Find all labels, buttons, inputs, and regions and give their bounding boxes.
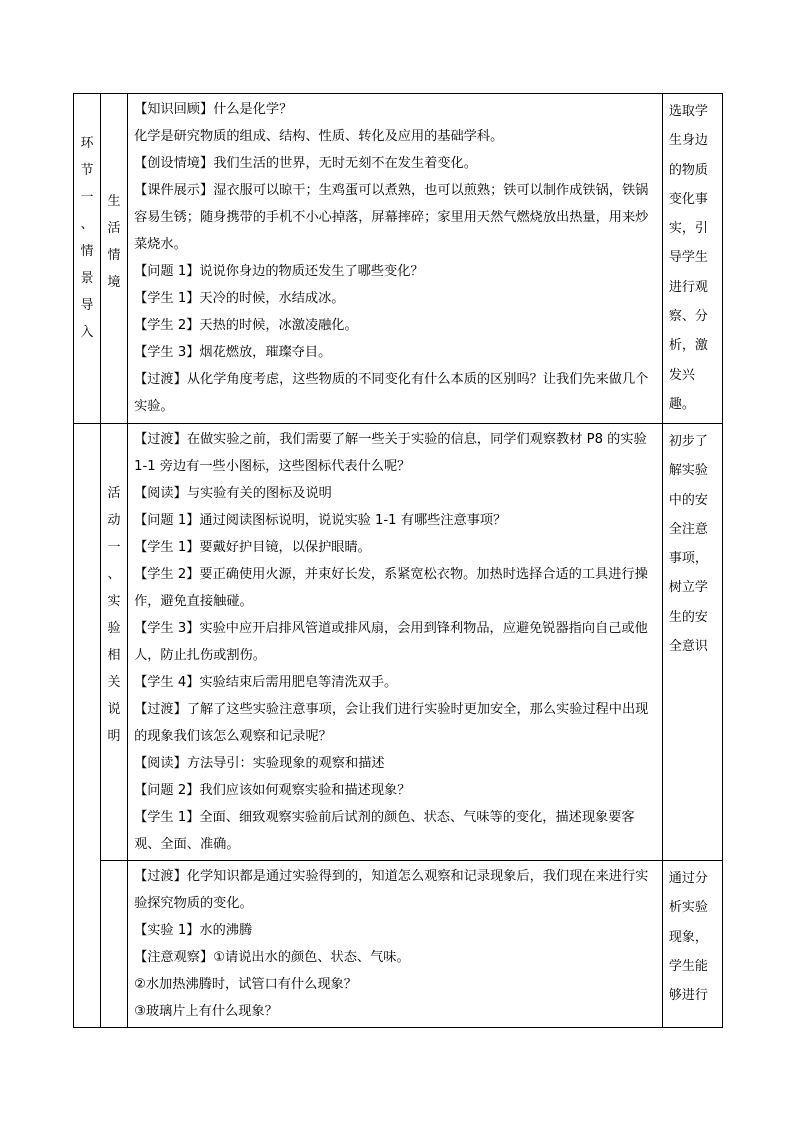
content-cell — [128, 94, 663, 424]
vertical-char: 境 — [107, 275, 121, 290]
line-text: 从化学角度考虑，这些物质的不同变化有什么本质的区别吗？让我们先来做几个实验。 — [134, 372, 649, 414]
section-1-row — [74, 94, 723, 424]
line-tag: 【问题 1】 — [134, 513, 200, 528]
line-tag: 【阅读】 — [134, 486, 187, 501]
content-line — [134, 339, 658, 366]
section-3-row — [74, 861, 723, 1028]
line-tag: 【学生 2】 — [134, 567, 200, 582]
content-lines — [128, 424, 662, 860]
content-line — [134, 480, 658, 507]
line-text: 说说你身边的物质还发生了哪些变化？ — [199, 264, 424, 279]
vertical-char: 景 — [80, 271, 94, 286]
vertical-char: 生 — [107, 194, 121, 209]
activity-label-cell-empty — [101, 861, 128, 1028]
line-text: ①请说出水的颜色、状态、气味。 — [213, 950, 410, 965]
content-line — [134, 750, 658, 777]
vertical-char: 导 — [80, 298, 94, 313]
stage-label — [74, 94, 100, 346]
vertical-char: 说 — [107, 702, 121, 717]
content-line — [134, 944, 658, 971]
vertical-char: 关 — [107, 675, 121, 690]
vertical-char: 一 — [80, 190, 94, 205]
content-line — [134, 258, 658, 285]
line-text: 什么是化学？ — [213, 102, 293, 117]
design-intent: 通过分析实验现象，学生能够进行 — [668, 871, 708, 1004]
vertical-char: 一 — [107, 540, 121, 555]
activity-label — [101, 94, 127, 296]
vertical-char: 情 — [107, 248, 121, 263]
line-tag: 【课件展示】 — [134, 183, 214, 198]
design-intent: 选取学生身边的物质变化事实，引导学生进行观察、分析，激发兴趣。 — [668, 104, 708, 412]
content-line — [134, 312, 658, 339]
line-tag: 【学生 2】 — [134, 318, 200, 333]
line-tag: 【问题 2】 — [134, 783, 200, 798]
vertical-char: 明 — [107, 729, 121, 744]
intent-cell — [662, 94, 722, 424]
line-text: 天热的时候，冰激凌融化。 — [199, 318, 358, 333]
line-text: 通过阅读图标说明，说说实验 1-1 有哪些注意事项？ — [199, 513, 507, 528]
content-line — [134, 366, 658, 420]
line-tag: 【学生 3】 — [134, 621, 200, 636]
stage-label-cell-empty — [74, 424, 101, 1028]
content-line — [134, 863, 658, 917]
intent-cell — [662, 861, 722, 1028]
lesson-plan-table — [73, 93, 723, 1028]
line-tag: 【实验 1】 — [134, 923, 200, 938]
line-text: 化学是研究物质的组成、结构、性质、转化及应用的基础学科。 — [134, 129, 504, 144]
line-tag: 【过渡】 — [134, 432, 187, 447]
line-text: 要正确使用火源，并束好长发，系紧宽松衣物。加热时选择合适的工具进行操作，避免直接触碰。 — [134, 567, 648, 609]
line-tag: 【学生 1】 — [134, 810, 200, 825]
content-line — [134, 804, 658, 858]
content-line — [134, 696, 658, 750]
line-tag: 【注意观察】 — [134, 950, 214, 965]
line-tag: 【阅读】 — [134, 756, 187, 771]
content-line — [134, 150, 658, 177]
content-line — [134, 507, 658, 534]
line-text: ③玻璃片上有什么现象？ — [134, 1004, 278, 1019]
line-tag: 【知识回顾】 — [134, 102, 214, 117]
vertical-char: 动 — [107, 513, 121, 528]
line-tag: 【创设情境】 — [134, 156, 214, 171]
line-tag: 【学生 1】 — [134, 540, 200, 555]
line-text: 了解了这些实验注意事项，会让我们进行实验时更加安全，那么实验过程中出现的现象我们该怎么观察和记录呢？ — [134, 702, 649, 744]
vertical-char: 、 — [107, 567, 121, 582]
content-lines — [128, 861, 662, 1027]
vertical-char: 实 — [107, 594, 121, 609]
vertical-char: 入 — [80, 325, 94, 340]
content-line — [134, 917, 658, 944]
line-tag: 【过渡】 — [134, 702, 187, 717]
line-tag: 【学生 1】 — [134, 291, 200, 306]
line-text: 全面、细致观察实验前后试剂的颜色、状态、气味等的变化，描述现象要客观、全面、准确。 — [134, 810, 635, 852]
vertical-char: 节 — [80, 163, 94, 178]
vertical-char: 相 — [107, 648, 121, 663]
content-line — [134, 96, 658, 123]
line-tag: 【学生 4】 — [134, 675, 200, 690]
activity-label-cell — [101, 94, 128, 424]
vertical-char: 活 — [107, 486, 121, 501]
content-cell — [128, 424, 663, 861]
activity-label-cell — [101, 424, 128, 861]
vertical-char: 活 — [107, 221, 121, 236]
line-tag: 【学生 3】 — [134, 345, 200, 360]
design-intent: 初步了解实验中的安全注意事项，树立学生的安全意识 — [668, 434, 708, 655]
line-text: 方法导引：实验现象的观察和描述 — [186, 756, 385, 771]
line-tag: 【问题 1】 — [134, 264, 200, 279]
line-text: 要戴好护目镜，以保护眼睛。 — [199, 540, 371, 555]
line-text: 天冷的时候，水结成冰。 — [199, 291, 345, 306]
stage-label-cell — [74, 94, 101, 424]
line-text: 湿衣服可以晾干；生鸡蛋可以煮熟，也可以煎熟；铁可以制作成铁锅，铁锅容易生锈；随身携带的手机不小心掉落，屏幕摔碎；家里用天然气燃烧放出热量，用来炒菜烧水。 — [134, 183, 649, 252]
content-line — [134, 777, 658, 804]
content-line — [134, 177, 658, 258]
line-text: 我们生活的世界，无时无刻不在发生着变化。 — [213, 156, 477, 171]
content-line — [134, 998, 658, 1025]
content-lines — [128, 94, 662, 422]
line-tag: 【过渡】 — [134, 372, 187, 387]
vertical-char: 、 — [80, 217, 94, 232]
content-line — [134, 561, 658, 615]
vertical-char: 情 — [80, 244, 94, 259]
content-cell — [128, 861, 663, 1028]
section-2-row — [74, 424, 723, 861]
vertical-char: 环 — [80, 136, 94, 151]
activity-label — [101, 424, 127, 750]
line-text: ②水加热沸腾时，试管口有什么现象？ — [134, 977, 357, 992]
content-line — [134, 534, 658, 561]
vertical-char: 验 — [107, 621, 121, 636]
intent-cell — [662, 424, 722, 861]
line-text: 我们应该如何观察实验和描述现象？ — [199, 783, 411, 798]
line-text: 烟花燃放，璀璨夺目。 — [199, 345, 332, 360]
content-line — [134, 426, 658, 480]
content-line — [134, 123, 658, 150]
line-tag: 【过渡】 — [134, 869, 187, 884]
content-line — [134, 971, 658, 998]
line-text: 化学知识都是通过实验得到的，知道怎么观察和记录现象后，我们现在来进行实验探究物质的变化。 — [134, 869, 649, 911]
line-text: 实验中应开启排风管道或排风扇，会用到锋利物品，应避免锐器指向自己或他人，防止扎伤或割伤。 — [134, 621, 648, 663]
line-text: 在做实验之前，我们需要了解一些关于实验的信息，同学们观察教材 P8 的实验 1-1 旁边有一些小图标，这些图标代表什么呢？ — [134, 432, 647, 474]
content-line — [134, 669, 658, 696]
content-line — [134, 615, 658, 669]
line-text: 水的沸腾 — [199, 923, 253, 938]
line-text: 实验结束后需用肥皂等清洗双手。 — [199, 675, 398, 690]
content-line — [134, 285, 658, 312]
line-text: 与实验有关的图标及说明 — [186, 486, 332, 501]
